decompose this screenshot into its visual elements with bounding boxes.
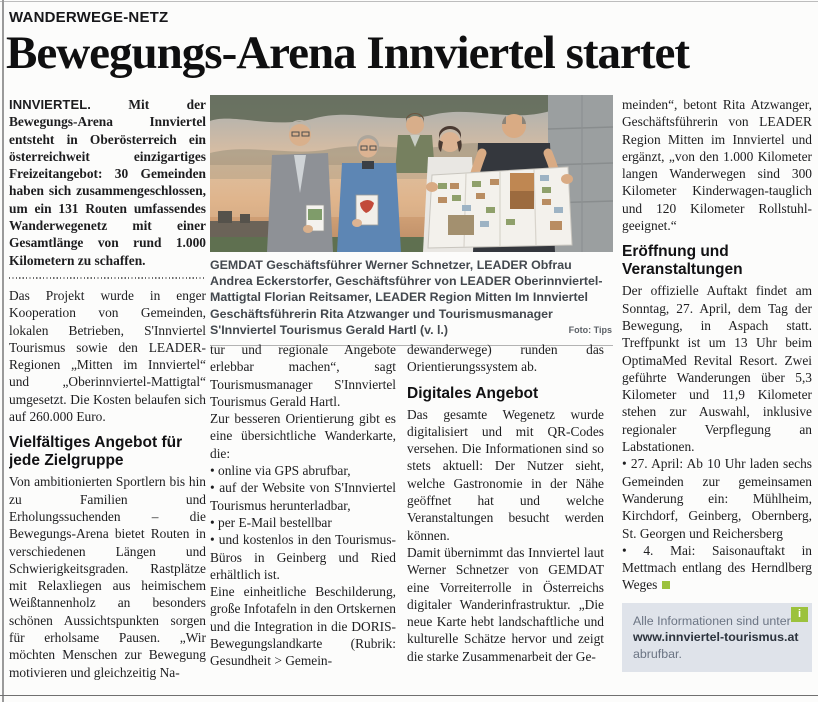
headline: Bewegungs-Arena Innviertel startet	[6, 27, 690, 79]
top-rule	[0, 1, 818, 2]
paragraph: Das Projekt wurde in enger Kooperation von Gemeinden, lokalen Betrieben, S'Innviertel Tourismus sowie den LEADER-Regionen „Mitten im Innviertel“ und „Oberinnviertel-Mattigtal“ umgesetzt. Die Kosten belaufen sich auf 260.000 Euro.	[9, 287, 206, 425]
subhead-digitales-angebot: Digitales Angebot	[407, 384, 539, 402]
subhead-zielgruppe: Vielfältiges Angebot für jede Zielgruppe	[9, 434, 183, 470]
bullet-item: • online via GPS abrufbar,	[210, 463, 351, 479]
left-page-edge	[2, 0, 4, 702]
paragraph: dewanderwege) runden das Orientierungssystem ab.	[407, 342, 604, 375]
caption-block	[210, 252, 613, 346]
location-tag: INNVIERTEL.	[9, 97, 91, 112]
photo-block	[210, 95, 613, 346]
bottom-rule	[0, 695, 818, 696]
kicker: WANDERWEGE-NETZ	[9, 9, 169, 26]
bullet-item	[622, 542, 812, 594]
column-2	[210, 341, 396, 695]
bullet-text: • 4. Mai: Saisonauftakt in Mettmach entlang des Herndlberg Weges	[622, 542, 812, 593]
paragraph: Eine einheitliche Beschilderung, große Infotafeln in den Ortskernen und die Integration in die DORIS-Bewegungslandkarte (Rubrik: Gesundheit > Gemein-	[210, 584, 396, 669]
infobox-website-link[interactable]: www.innviertel-tourismus.at	[633, 630, 799, 645]
column-1	[9, 96, 206, 695]
paragraph: Damit übernimmt das Innviertel laut Werner Schnetzer von GEMDAT eine Vorreiterrolle in Österreichs digitaler Wanderinfrastruktur. „Die neue Karte hebt landschaftliche und kulturelle Schätze hervor und zeigt die starke Zusammenarbeit der Ge-	[407, 544, 604, 664]
bullet-item: • per E-Mail bestellbar	[210, 514, 332, 530]
info-icon: i	[791, 607, 808, 622]
subhead-eroeffnung: Eröffnung und Veranstaltungen	[622, 243, 743, 279]
bullet-item: • und kostenlos in den Tourismus-Büros in Geinberg und Ried erhältlich ist.	[210, 532, 396, 582]
paragraph: Zur besseren Orientierung gibt es eine übersichtliche Wanderkarte, die:	[210, 411, 396, 461]
column-3	[407, 341, 604, 695]
wander-map	[426, 167, 573, 248]
paragraph: Das gesamte Wegenetz wurde digitalisiert und mit QR-Codes versehen. Die Informationen sind so stets aktuell: Der Nutzer sieht, welche Gastronomie in der Nähe geöffnet hat und welche Veranstaltungen besucht werden können.	[407, 406, 604, 543]
infobox-text-line3: abrufbar.	[633, 646, 682, 661]
lead-paragraph	[9, 96, 206, 269]
article-end-mark	[662, 581, 670, 589]
booklet-1	[303, 205, 324, 233]
booklet-2	[352, 195, 378, 227]
paragraph: meinden“, betont Rita Atzwanger, Geschäftsführerin von LEADER Region Mitten im Innviertel und ergänzt, „von den 1.000 Kilometer langen Wanderwegen sind 300 Kilometer Kinderwagen-tauglich und 120 Kilometer Rollstuhl-geeignet.“	[622, 97, 812, 234]
paragraph: Von ambitionierten Sportlern bis hin zu Familien und Erholungssuchenden – die Bewegungs-Arena bietet Routen in verschiedenen Längen und Schwierigkeitsgraden. Rastplätze mit Relaxliegen aus heimischem Weißtannenholz an besonders schönen Aussichtspunkten sorgen für erholsame Pausen. „Wir möchten Menschen zur Bewegung motivieren und gleichzeitig Na-	[9, 474, 206, 680]
info-box	[622, 603, 812, 672]
paragraph: tur und regionale Angebote erlebbar machen“, sagt Tourismusmanager S'Innviertel Tourismus Gerald Hartl.	[210, 342, 396, 409]
group-photo	[210, 95, 613, 252]
column-4	[622, 96, 812, 695]
photo-credit: Foto: Tips	[568, 325, 612, 336]
bullet-item: • auf der Website von S'Innviertel Tourismus herunterladbar,	[210, 480, 396, 513]
dotted-divider	[9, 277, 204, 279]
photo-caption: GEMDAT Geschäftsführer Werner Schnetzer, LEADER Obfrau Andrea Eckerstorfer, Geschäftsführer von LEADER Oberinnviertel-Mattigtal Florian Reitsamer, LEADER Region Mitten Im Innviertel Geschäftsführerin Rita Atzwanger und Tourismusmanager S'Innviertel Tourismus Gerald Hartl (v. l.)	[210, 258, 603, 337]
infobox-text-line1: Alle Informationen sind unter	[633, 613, 791, 628]
paragraph: Der offizielle Auftakt findet am Sonntag, 27. April, dem Tag der Bewegung, in Aspach statt. Treffpunkt ist um 13 Uhr beim OptimaMed Revital Resort. Zwei geführte Wanderungen über 5,3 Kilometer und 11,9 Kilometer stehen zur Auswahl, inklusive regionaler Verpflegung an Labstationen.	[622, 283, 812, 455]
lead-text: Mit der Bewegungs-Arena Innviertel entsteht in Oberösterreich ein österreichweit einzigartiges Freizeitangebot: 30 Gemeinden haben sich zusammengeschlossen, um ein 131 Routen umfassendes Wanderwegenetz mit einer Gesamtlänge von rund 1.000 Kilometern zu schaffen.	[9, 97, 206, 268]
bullet-item: • 27. April: Ab 10 Uhr laden sechs Gemeinden zur gemeinsamen Wanderung ein: Mühlheim, Kirchdorf, Geinberg, Obernberg, St. Georgen und Reichersberg	[622, 456, 812, 541]
